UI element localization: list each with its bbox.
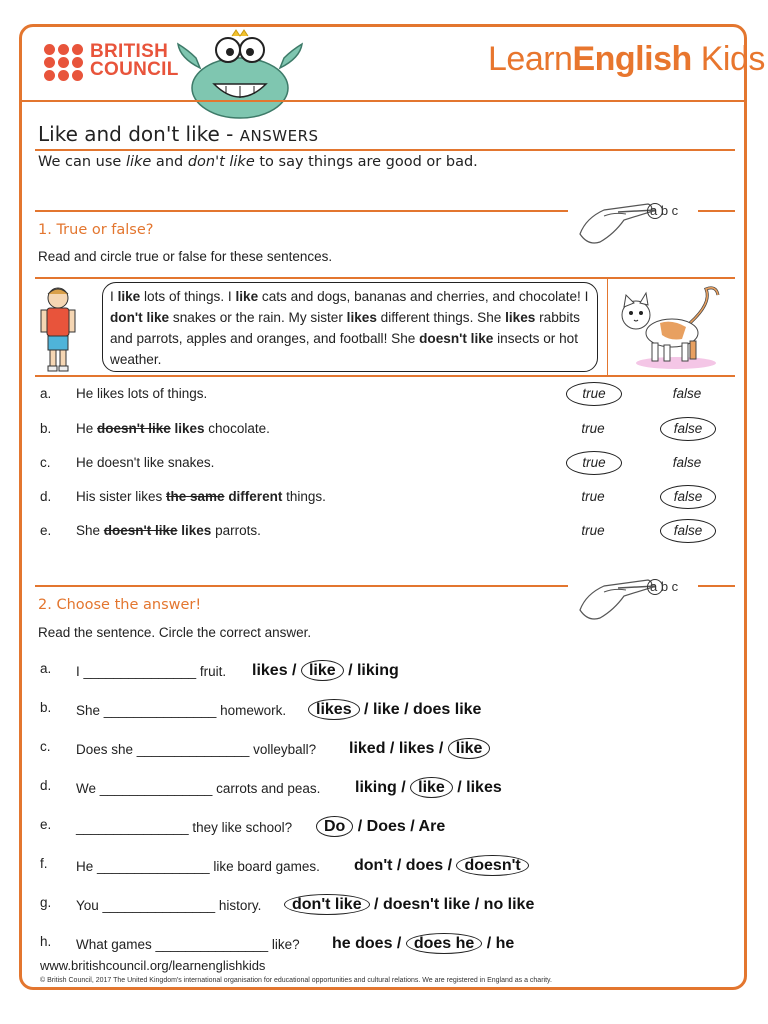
product-suffix: Kids [691, 40, 765, 78]
option-separator: / [392, 857, 406, 874]
false-option[interactable]: false [672, 455, 702, 470]
section1-heading: 1. True or false? [38, 222, 154, 238]
answer-options [355, 779, 502, 797]
row-letter: a. [40, 661, 52, 676]
option-separator: / [470, 896, 484, 913]
sentence-part: things. [282, 489, 326, 504]
story-segment: cats and dogs, bananas and cherries, and chocolate! I [258, 289, 589, 304]
answer-options [252, 662, 399, 680]
section2-divider-left [35, 585, 568, 587]
story-bold: likes [505, 310, 536, 325]
false-option[interactable]: false [672, 386, 702, 401]
false-option[interactable]: false [660, 485, 716, 509]
abc-label: a b c [650, 203, 679, 218]
answer-option[interactable]: Does [366, 818, 406, 835]
abc-label: a b c [650, 579, 679, 594]
story-bold: don't like [110, 310, 170, 325]
section2-divider-right [698, 585, 735, 587]
story-segment: rabbits and parrots, apples and oranges, and football! She [110, 310, 580, 346]
struck-words: doesn't like [97, 421, 171, 436]
writing-hand-icon [574, 194, 698, 250]
answer-option[interactable]: no like [483, 896, 535, 913]
intro-part: and [151, 154, 188, 170]
row-letter: c. [40, 455, 51, 470]
sentence-part: He [76, 421, 98, 436]
sentence-part: She [76, 523, 104, 538]
tf-sentence [76, 386, 207, 401]
section1-divider-left [35, 210, 568, 212]
row-letter: h. [40, 934, 52, 949]
answer-option[interactable]: like [448, 738, 491, 759]
struck-words: the same [166, 489, 225, 504]
true-option[interactable]: true [566, 382, 622, 406]
header-divider [21, 100, 745, 102]
answer-option[interactable]: likes [466, 779, 502, 796]
row-letter: f. [40, 856, 48, 871]
title-text: Like and don't like - [38, 122, 240, 146]
fill-blank-sentence: She _______________ homework. [76, 703, 287, 718]
intro-word-dont-like: don't like [187, 154, 255, 170]
answer-options [354, 857, 529, 875]
answer-option[interactable]: don't like [284, 894, 370, 915]
sentence-part: He doesn't like snakes. [76, 455, 215, 470]
british-council-logo-dots [44, 44, 86, 80]
false-option[interactable]: false [660, 417, 716, 441]
option-separator: / [405, 818, 419, 835]
answer-options [349, 740, 490, 758]
answer-option[interactable]: does like [412, 701, 482, 718]
option-separator: / [399, 701, 413, 718]
answer-option[interactable]: does [405, 857, 444, 874]
correction-words: different [228, 489, 283, 504]
option-separator: / [353, 818, 367, 835]
true-option[interactable]: true [566, 451, 622, 475]
story-bold: doesn't like [419, 331, 494, 346]
fill-blank-sentence: Does she _______________ volleyball? [76, 742, 317, 757]
section1-divider-right [698, 210, 735, 212]
answer-option[interactable]: he does [332, 935, 393, 952]
story-bold: like [235, 289, 259, 304]
story-text [110, 286, 594, 370]
fill-blank-sentence: I _______________ fruit. [76, 664, 227, 679]
true-option[interactable]: true [581, 523, 605, 538]
row-letter: d. [40, 778, 52, 793]
brand-line-1: BRITISH [90, 41, 169, 62]
option-separator: / [392, 935, 406, 952]
row-letter: e. [40, 523, 52, 538]
story-divider [607, 279, 608, 375]
correction-words: likes [181, 523, 212, 538]
answer-option[interactable]: doesn't like [382, 896, 471, 913]
option-separator: / [396, 779, 411, 796]
boy-illustration-icon [38, 284, 78, 374]
section2-instruction: Read the sentence. Circle the correct answer. [38, 625, 312, 640]
option-separator: / [452, 779, 467, 796]
option-separator: / [434, 740, 448, 757]
answer-options [308, 701, 481, 719]
struck-words: doesn't like [103, 523, 178, 538]
cat-illustration-icon [616, 283, 722, 373]
footer-url[interactable]: www.britishcouncil.org/learnenglishkids [40, 958, 266, 973]
answer-option[interactable]: Are [418, 818, 446, 835]
answer-option[interactable]: he [495, 935, 515, 952]
correction-words: likes [174, 421, 205, 436]
answer-option[interactable]: liking [356, 662, 399, 679]
row-letter: c. [40, 739, 51, 754]
intro-part: to say things are good or bad. [254, 154, 478, 170]
row-letter: b. [40, 421, 52, 436]
answer-option[interactable]: likes [398, 740, 435, 757]
product-prefix: Learn [488, 40, 573, 78]
section1-instruction: Read and circle true or false for these sentences. [38, 249, 333, 264]
story-segment: snakes or the rain. My sister [169, 310, 347, 325]
sentence-part: His sister likes [76, 489, 167, 504]
fill-blank-sentence: He _______________ like board games. [76, 859, 320, 874]
row-letter: a. [40, 386, 52, 401]
option-separator: / [359, 701, 373, 718]
answer-option[interactable]: like [372, 701, 400, 718]
fill-blank-sentence: We _______________ carrots and peas. [76, 781, 321, 796]
tf-sentence [76, 523, 261, 538]
sentence-part: He likes lots of things. [76, 386, 208, 401]
page-title [38, 122, 319, 146]
intro-sentence [38, 154, 478, 170]
title-underline [35, 149, 735, 151]
writing-hand-icon [574, 570, 698, 626]
story-segment: insects or hot weather. [110, 331, 578, 367]
title-answers-tag: ANSWERS [239, 127, 319, 145]
option-separator: / [482, 935, 496, 952]
answer-option[interactable]: like [410, 777, 453, 798]
tf-sentence [76, 489, 326, 504]
story-bold: like [117, 289, 141, 304]
row-letter: e. [40, 817, 52, 832]
abc-circle-icon [647, 203, 663, 219]
answer-option[interactable]: liked [349, 740, 386, 757]
brand-line-2: COUNCIL [90, 59, 179, 80]
option-separator: / [287, 662, 301, 679]
true-option[interactable]: true [581, 489, 605, 504]
answer-option[interactable]: likes [308, 699, 360, 720]
british-council-logo-text [90, 43, 179, 79]
false-option[interactable]: false [660, 519, 716, 543]
true-option[interactable]: true [581, 421, 605, 436]
fill-blank-sentence: _______________ they like school? [76, 820, 293, 835]
answer-option[interactable]: does he [406, 933, 482, 954]
monster-mascot-icon [170, 28, 310, 122]
fill-blank-sentence: You _______________ history. [76, 898, 262, 913]
answer-option[interactable]: likes [252, 662, 288, 679]
story-bold: likes [346, 310, 377, 325]
answer-options [332, 935, 514, 953]
answer-option[interactable]: liking [355, 779, 397, 796]
learnenglish-kids-logo [488, 40, 765, 79]
story-segment: I [110, 289, 118, 304]
option-separator: / [343, 662, 357, 679]
row-letter: b. [40, 700, 52, 715]
section2-heading: 2. Choose the answer! [38, 597, 202, 613]
abc-circle-icon [647, 579, 663, 595]
intro-word-like: like [125, 154, 152, 170]
answer-option[interactable]: Do [316, 816, 353, 837]
option-separator: / [443, 857, 457, 874]
tf-sentence [76, 455, 214, 470]
row-letter: g. [40, 895, 52, 910]
sentence-part: chocolate. [204, 421, 270, 436]
fill-blank-sentence: What games _______________ like? [76, 937, 300, 952]
answer-option[interactable]: like [301, 660, 344, 681]
option-separator: / [385, 740, 399, 757]
tf-sentence [76, 421, 270, 436]
answer-option[interactable]: don't [354, 857, 393, 874]
answer-options [316, 818, 445, 836]
option-separator: / [369, 896, 383, 913]
sentence-part: parrots. [211, 523, 261, 538]
intro-part: We can use [38, 154, 126, 170]
story-segment: lots of things. I [140, 289, 236, 304]
story-segment: different things. She [376, 310, 506, 325]
row-letter: d. [40, 489, 52, 504]
footer-copyright: © British Council, 2017 The United Kingdom's international organisation for educational opportunities and cultural relations. We are registered in England as a charity. [40, 977, 552, 984]
product-bold: English [572, 40, 692, 78]
answer-option[interactable]: doesn't [456, 855, 528, 876]
answer-options [284, 896, 534, 914]
